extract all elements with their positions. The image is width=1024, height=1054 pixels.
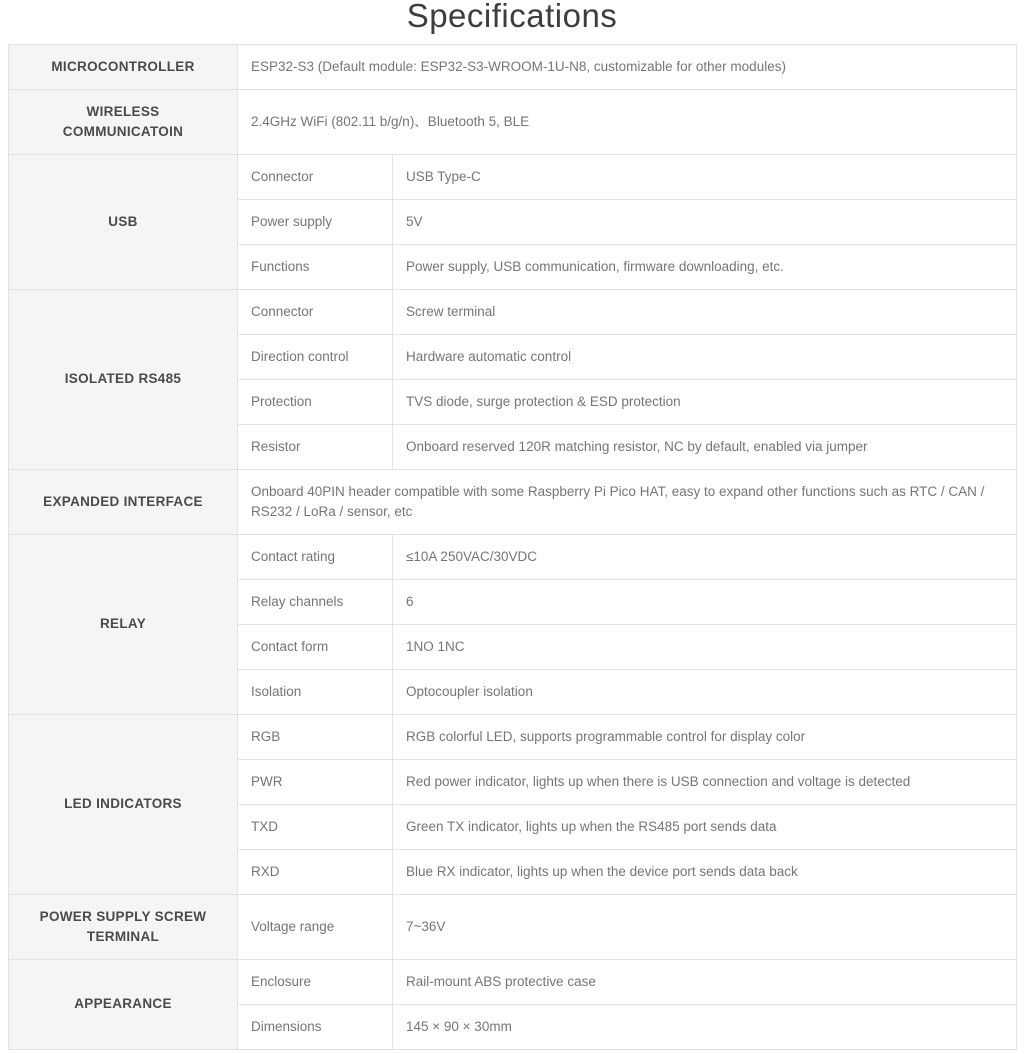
table-row <box>9 534 1017 579</box>
value-cell: 1NO 1NC <box>393 624 1017 669</box>
sub-label-cell: Connector <box>238 289 393 334</box>
sub-label-cell: Power supply <box>238 199 393 244</box>
specifications-table-body <box>9 44 1017 1049</box>
category-cell: POWER SUPPLY SCREW TERMINAL <box>9 894 238 959</box>
value-cell: Optocoupler isolation <box>393 669 1017 714</box>
category-cell: WIRELESS COMMUNICATOIN <box>9 89 238 154</box>
table-row <box>9 714 1017 759</box>
sub-label-cell: Relay channels <box>238 579 393 624</box>
category-cell: USB <box>9 154 238 289</box>
sub-label-cell: Direction control <box>238 334 393 379</box>
sub-label-cell: Dimensions <box>238 1004 393 1049</box>
sub-label-cell: PWR <box>238 759 393 804</box>
value-cell: ESP32-S3 (Default module: ESP32-S3-WROOM-1U-N8, customizable for other modules) <box>238 44 1017 89</box>
category-cell: APPEARANCE <box>9 959 238 1049</box>
value-cell: Hardware automatic control <box>393 334 1017 379</box>
sub-label-cell: Contact form <box>238 624 393 669</box>
value-cell: Red power indicator, lights up when there is USB connection and voltage is detected <box>393 759 1017 804</box>
category-cell: MICROCONTROLLER <box>9 44 238 89</box>
value-cell: 6 <box>393 579 1017 624</box>
sub-label-cell: RXD <box>238 849 393 894</box>
sub-label-cell: Functions <box>238 244 393 289</box>
specifications-table <box>8 44 1017 1050</box>
value-cell: Green TX indicator, lights up when the RS485 port sends data <box>393 804 1017 849</box>
value-cell: 145 × 90 × 30mm <box>393 1004 1017 1049</box>
value-cell: Rail-mount ABS protective case <box>393 959 1017 1004</box>
value-cell: 5V <box>393 199 1017 244</box>
page-title: Specifications <box>406 0 618 34</box>
category-cell: EXPANDED INTERFACE <box>9 469 238 534</box>
value-cell: RGB colorful LED, supports programmable control for display color <box>393 714 1017 759</box>
sub-label-cell: Isolation <box>238 669 393 714</box>
value-cell: Onboard 40PIN header compatible with some Raspberry Pi Pico HAT, easy to expand other functions such as RTC / CAN / RS232 / LoRa / sensor, etc <box>238 469 1017 534</box>
category-cell: ISOLATED RS485 <box>9 289 238 469</box>
sub-label-cell: Voltage range <box>238 894 393 959</box>
sub-label-cell: RGB <box>238 714 393 759</box>
value-cell: 7~36V <box>393 894 1017 959</box>
table-row <box>9 894 1017 959</box>
table-row <box>9 289 1017 334</box>
value-cell: USB Type-C <box>393 154 1017 199</box>
value-cell: TVS diode, surge protection & ESD protection <box>393 379 1017 424</box>
sub-label-cell: Enclosure <box>238 959 393 1004</box>
sub-label-cell: Protection <box>238 379 393 424</box>
value-cell: Power supply, USB communication, firmware downloading, etc. <box>393 244 1017 289</box>
value-cell: ≤10A 250VAC/30VDC <box>393 534 1017 579</box>
table-row <box>9 44 1017 89</box>
category-cell: RELAY <box>9 534 238 714</box>
category-cell: LED INDICATORS <box>9 714 238 894</box>
value-cell: Blue RX indicator, lights up when the device port sends data back <box>393 849 1017 894</box>
sub-label-cell: Resistor <box>238 424 393 469</box>
sub-label-cell: Contact rating <box>238 534 393 579</box>
value-cell: Onboard reserved 120R matching resistor, NC by default, enabled via jumper <box>393 424 1017 469</box>
table-row <box>9 959 1017 1004</box>
table-row <box>9 469 1017 534</box>
sub-label-cell: TXD <box>238 804 393 849</box>
value-cell: Screw terminal <box>393 289 1017 334</box>
table-row <box>9 154 1017 199</box>
table-row <box>9 89 1017 154</box>
sub-label-cell: Connector <box>238 154 393 199</box>
value-cell: 2.4GHz WiFi (802.11 b/g/n)、Bluetooth 5, BLE <box>238 89 1017 154</box>
